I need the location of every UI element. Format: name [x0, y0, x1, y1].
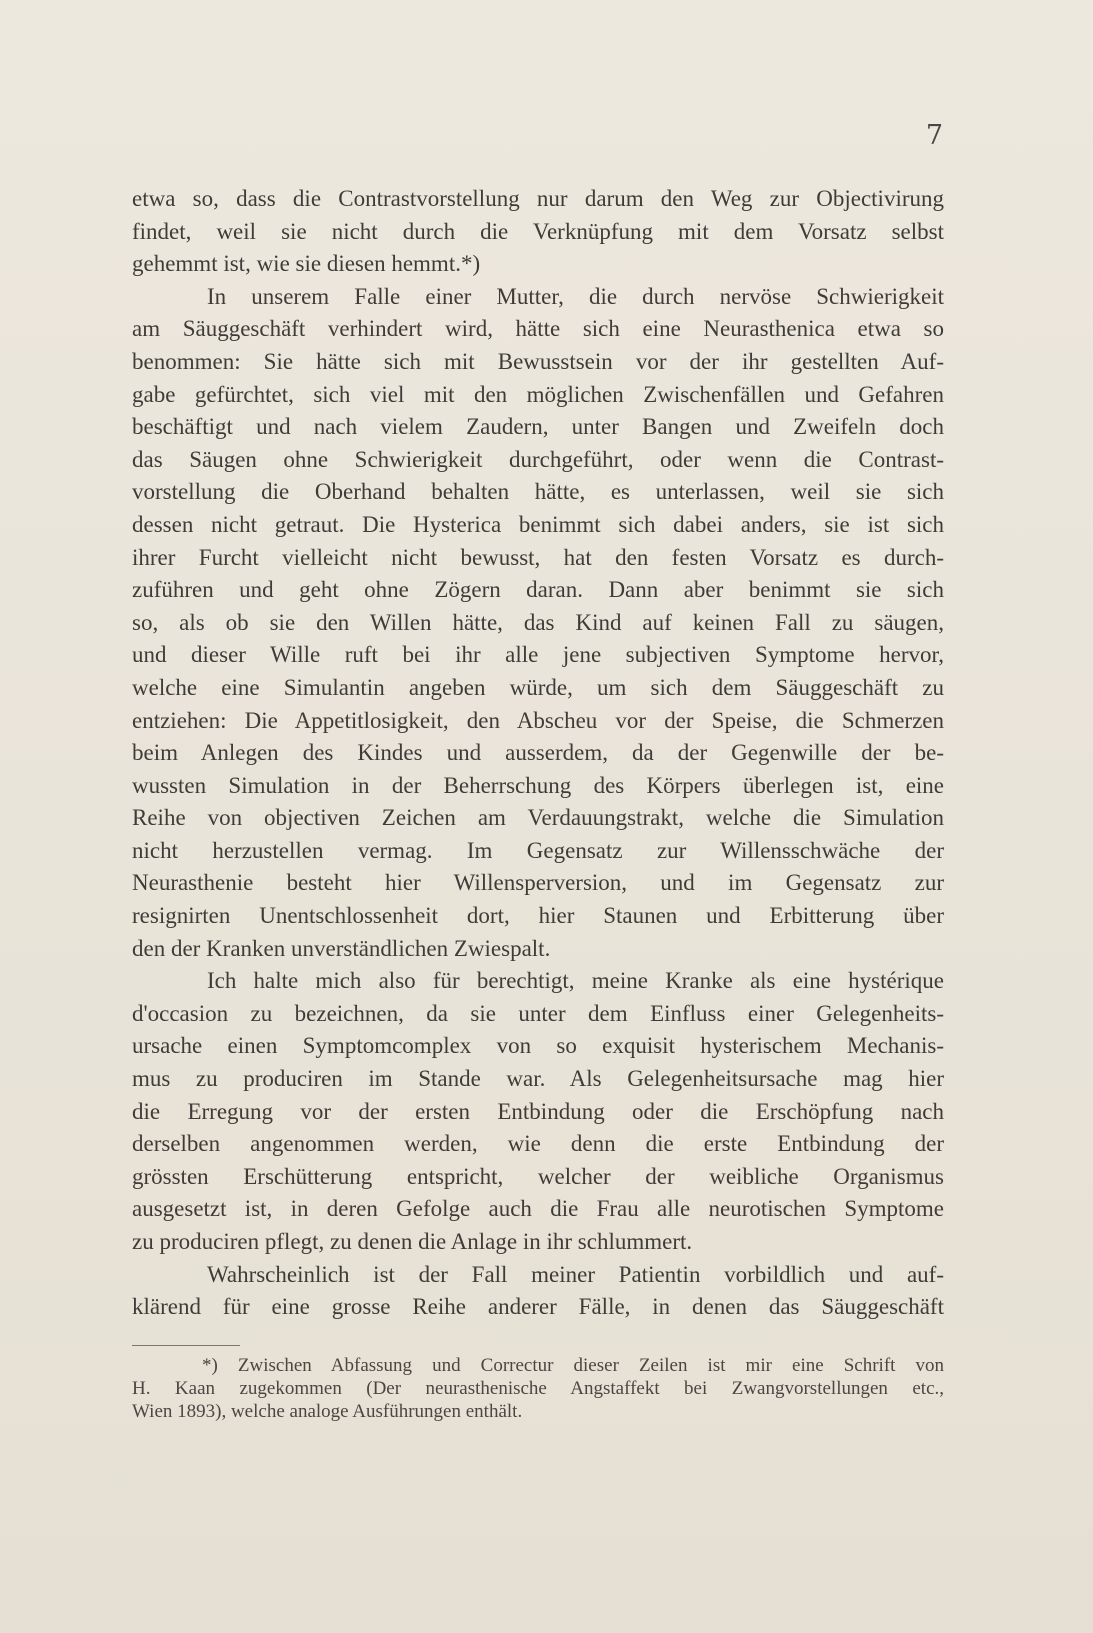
text-line: beim Anlegen des Kindes und ausserdem, da der Gegenwille der be- [132, 740, 944, 766]
text-line: beschäftigt und nach vielem Zaudern, unter Bangen und Zweifeln doch [132, 414, 944, 440]
text-line: am Säuggeschäft verhindert wird, hätte sich eine Neurasthenica etwa so [132, 316, 944, 342]
text-line: ursache einen Symptomcomplex von so exquisit hysterischem Mechanis- [132, 1033, 944, 1059]
body-text [132, 183, 944, 1324]
text-line: gehemmt ist, wie sie diesen hemmt.*) [132, 251, 481, 277]
text-line: ausgesetzt ist, in deren Gefolge auch die Frau alle neurotischen Symptome [132, 1196, 944, 1222]
footnote-line: Wien 1893), welche analoge Ausführungen enthält. [132, 1401, 523, 1422]
text-line: so, als ob sie den Willen hätte, das Kind auf keinen Fall zu säugen, [132, 609, 944, 635]
text-line: wussten Simulation in der Beherrschung des Körpers überlegen ist, eine [132, 772, 944, 798]
text-line: Reihe von objectiven Zeichen am Verdauungstrakt, welche die Simulation [132, 805, 944, 831]
text-line: gabe gefürchtet, sich viel mit den möglichen Zwischenfällen und Gefahren [132, 381, 944, 407]
text-line: mus zu produciren im Stande war. Als Gelegenheitsursache mag hier [132, 1066, 944, 1092]
footnote [132, 1354, 944, 1423]
text-line: dessen nicht getraut. Die Hysterica benimmt sich dabei anders, sie ist sich [132, 511, 944, 537]
text-line: vorstellung die Oberhand behalten hätte, es unterlassen, weil sie sich [132, 479, 944, 505]
text-line: und dieser Wille ruft bei ihr alle jene subjectiven Symptome hervor, [132, 642, 944, 668]
text-line: nicht herzustellen vermag. Im Gegensatz zur Willensschwäche der [132, 837, 944, 863]
text-line: entziehen: Die Appetitlosigkeit, den Abscheu vor der Speise, die Schmerzen [132, 707, 944, 733]
footnote-divider [132, 1345, 240, 1346]
text-line: ihrer Furcht vielleicht nicht bewusst, hat den festen Vorsatz es durch- [132, 544, 944, 570]
text-line: Neurasthenie besteht hier Willensperversion, und im Gegensatz zur [132, 870, 944, 896]
text-line: resignirten Unentschlossenheit dort, hier Staunen und Erbitterung über [132, 903, 944, 929]
text-line: zuführen und geht ohne Zögern daran. Dann aber benimmt sie sich [132, 577, 944, 603]
text-line: findet, weil sie nicht durch die Verknüpfung mit dem Vorsatz selbst [132, 218, 944, 244]
text-line: grössten Erschütterung entspricht, welcher der weibliche Organismus [132, 1163, 944, 1189]
text-line: Wahrscheinlich ist der Fall meiner Patientin vorbildlich und auf- [207, 1261, 944, 1287]
text-line: klärend für eine grosse Reihe anderer Fälle, in denen das Säuggeschäft [132, 1294, 944, 1320]
text-line: derselben angenommen werden, wie denn die erste Entbindung der [132, 1131, 944, 1157]
text-line: d'occasion zu bezeichnen, da sie unter dem Einfluss einer Gelegenheits- [132, 1000, 944, 1026]
page-number: 7 [925, 120, 943, 151]
text-line: die Erregung vor der ersten Entbindung oder die Erschöpfung nach [132, 1098, 944, 1124]
text-line: welche eine Simulantin angeben würde, um sich dem Säuggeschäft zu [132, 674, 944, 700]
text-line: Ich halte mich also für berechtigt, meine Kranke als eine hystérique [207, 968, 944, 994]
text-line: das Säugen ohne Schwierigkeit durchgeführt, oder wenn die Contrast- [132, 446, 944, 472]
text-line: den der Kranken unverständlichen Zwiespalt. [132, 935, 551, 961]
text-line: etwa so, dass die Contrastvorstellung nur darum den Weg zur Objectivirung [132, 186, 944, 211]
text-line: benommen: Sie hätte sich mit Bewusstsein vor der ihr gestellten Auf- [132, 348, 944, 374]
text-line: zu produciren pflegt, zu denen die Anlage in ihr schlummert. [132, 1229, 693, 1254]
text-line: In unserem Falle einer Mutter, die durch nervöse Schwierigkeit [207, 283, 944, 309]
footnote-line: H. Kaan zugekommen (Der neurasthenische Angstaffekt bei Zwangvorstellungen etc., [132, 1378, 944, 1399]
footnote-line: *) Zwischen Abfassung und Correctur dieser Zeilen ist mir eine Schrift von [202, 1355, 944, 1376]
